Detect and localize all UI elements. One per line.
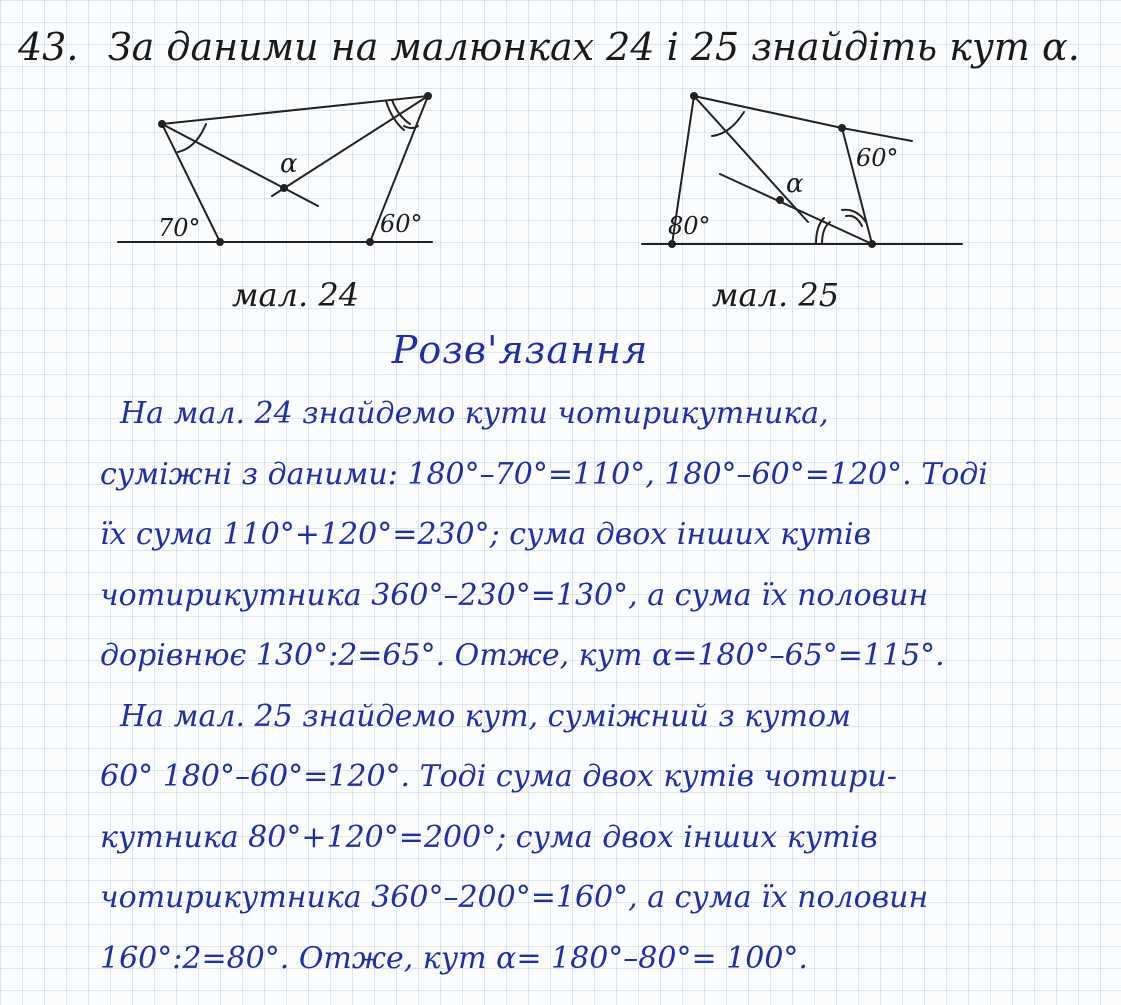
solution-line: На мал. 24 знайдемо кути чотирикутника, [120, 396, 829, 431]
solution-line: 60° 180°–60°=120°. Тоді сума двох кутів чотири- [100, 759, 897, 794]
solution-line: чотирикутника 360°–200°=160°, а сума їх половин [100, 880, 929, 915]
fig24-angle-left: 70° [158, 214, 201, 242]
fig24-arc-left [178, 124, 206, 152]
fig25-arc-bottom-3 [846, 216, 862, 226]
fig24-alpha: α [280, 149, 298, 179]
solution-line: 160°:2=80°. Отже, кут α= 180°–80°= 100°. [100, 940, 808, 976]
fig24-bisector-right [272, 96, 428, 196]
solution-title: Розв'язання [391, 328, 649, 372]
fig24-angle-right: 60° [380, 210, 423, 238]
fig25-vertex-a [691, 93, 697, 99]
figure-24-caption: мал. 24 [232, 276, 360, 314]
fig25-vertex-d [669, 241, 675, 247]
fig24-vertex-a [159, 121, 165, 127]
solution-text [100, 384, 1100, 989]
fig25-angle-left: 80° [668, 212, 711, 240]
fig25-arc-bottom-1 [822, 222, 830, 244]
solution-line: чотирикутника 360°–230°=130°, а сума їх половин [100, 577, 929, 613]
figure-25-caption: мал. 25 [712, 276, 840, 314]
fig25-vertex-c [869, 241, 875, 247]
fig24-vertex-c [367, 239, 373, 245]
solution-line: суміжні з даними: 180°–70°=110°, 180°–60°=120°. Тоді [100, 456, 988, 492]
fig25-extension [842, 128, 912, 141]
fig24-arc-right-3 [404, 126, 418, 128]
fig25-bisector-top [694, 96, 808, 222]
fig24-intersection [281, 185, 287, 191]
fig25-intersection [777, 197, 783, 203]
figures [0, 0, 1121, 330]
solution-line: На мал. 25 знайдемо кут, суміжний з кутом [120, 698, 851, 734]
fig25-alpha: α [786, 169, 804, 199]
problem-text: За даними на малюнках 24 і 25 знайдіть кут α. [108, 25, 1080, 69]
fig25-angle-right: 60° [856, 144, 899, 172]
fig24-vertex-d [217, 239, 223, 245]
fig25-vertex-b [839, 125, 845, 131]
solution-line: їх сума 110°+120°=230°; сума двох інших кутів [100, 517, 872, 552]
problem-number: 43. [18, 25, 79, 69]
fig24-vertex-b [425, 93, 431, 99]
solution-line: кутника 80°+120°=200°; сума двох інших кутів [100, 819, 878, 855]
solution-line: дорівнює 130°:2=65°. Отже, кут α=180°–65°=115°. [100, 638, 945, 673]
